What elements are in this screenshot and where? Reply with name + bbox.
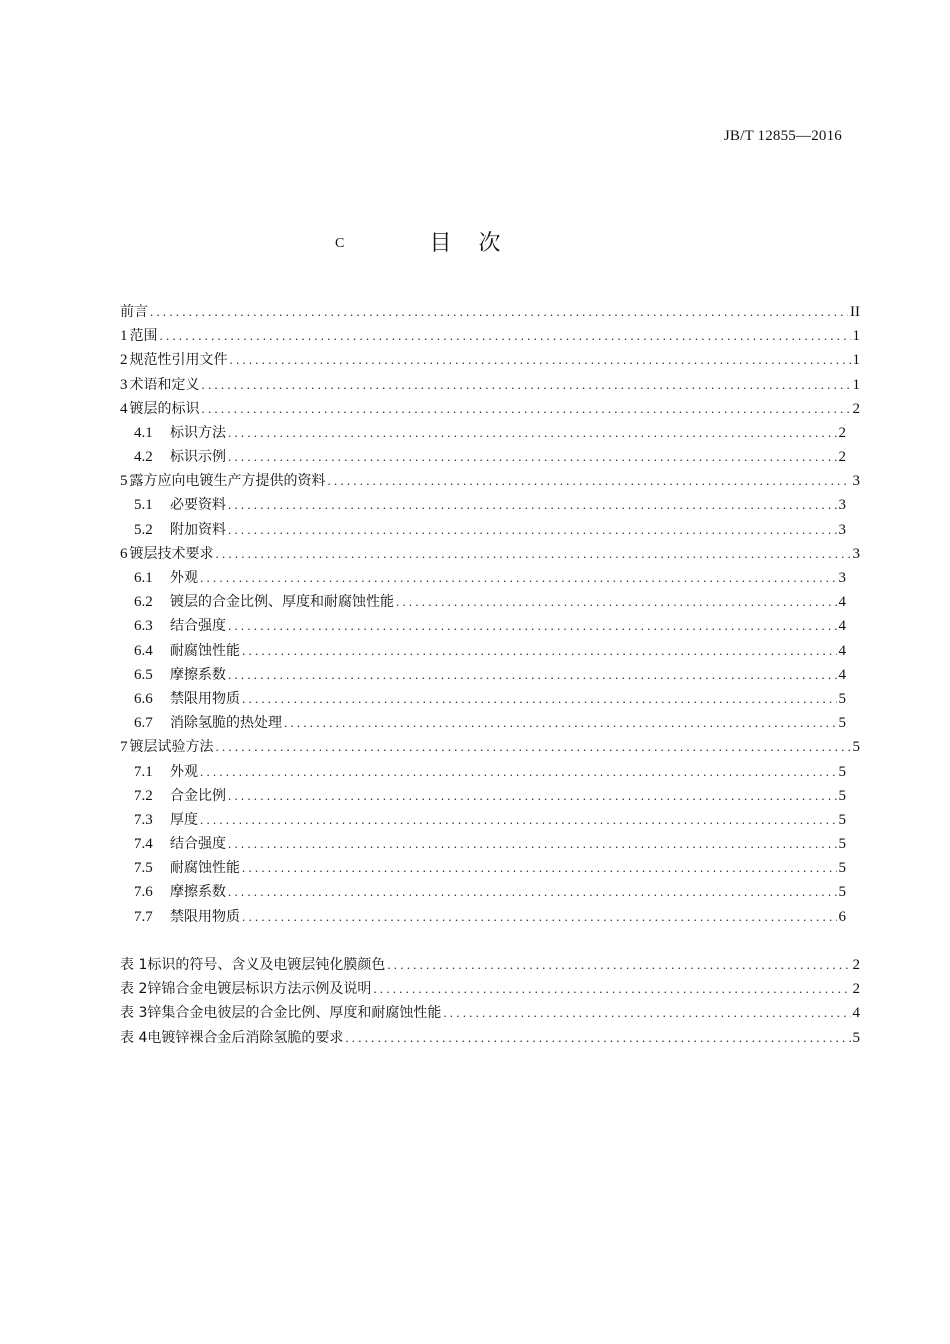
toc-entry-number: 5.1: [134, 497, 153, 514]
toc-entry[interactable]: [120, 421, 846, 445]
dot-leader: [160, 324, 851, 348]
toc-entry-page: 6: [838, 908, 846, 925]
toc-entry-label: 标识方法: [170, 424, 226, 441]
document-code: JB/T 12855—2016: [723, 128, 842, 144]
toc-entry-label: 耐腐蚀性能: [170, 642, 240, 659]
toc-entry-number: 7.1: [134, 763, 153, 780]
dot-leader: [202, 373, 851, 397]
toc-entry-page: 3: [838, 521, 846, 538]
toc-entry-number: 6.7: [134, 715, 153, 732]
dot-leader: [443, 1001, 850, 1025]
table-list-label: 电镀锌裸合金后消除氢脆的要求: [147, 1029, 344, 1046]
dot-leader: [200, 808, 837, 832]
dot-leader: [284, 711, 837, 735]
toc-entry-number: 6: [120, 545, 128, 562]
dot-leader: [228, 445, 837, 469]
dot-leader: [242, 687, 837, 711]
dot-leader: [396, 590, 837, 614]
toc-entry-page: 5: [838, 715, 846, 732]
toc-entry[interactable]: [120, 760, 846, 784]
toc-entry-number: 7.6: [134, 884, 153, 901]
toc-entry-label: 范围: [129, 328, 158, 345]
table-list-entry[interactable]: [120, 977, 860, 1001]
toc-entry-number: 7.3: [134, 811, 153, 828]
toc-entry-label: 镀层的合金比例、厚度和耐腐蚀性能: [170, 594, 394, 611]
table-list-page: 5: [852, 1029, 860, 1046]
dot-leader: [228, 421, 837, 445]
table-list-page: 2: [852, 956, 860, 973]
toc-entry-number: 7.7: [134, 908, 153, 925]
table-list-label: 锌集合金电彼层的合金比例、厚度和耐腐蚀性能: [147, 1005, 442, 1022]
toc-entry-label: 摩擦系数: [170, 884, 226, 901]
toc-entry-number: 7.4: [134, 836, 153, 853]
toc-entry-label: 前言: [120, 303, 148, 320]
toc-entry-label: 标识示例: [170, 449, 226, 466]
toc-entry-number: 6.3: [134, 618, 153, 635]
dot-leader: [216, 735, 851, 759]
toc-entry[interactable]: [120, 808, 846, 832]
table-list-number: 表 1: [120, 956, 148, 973]
toc-entry-number: 4: [120, 400, 128, 417]
dot-leader: [228, 784, 837, 808]
table-list-label: 标识的符号、含义及电镀层钝化膜颜色: [147, 956, 386, 973]
toc-entry-number: 6.6: [134, 690, 153, 707]
dot-leader: [328, 469, 851, 493]
toc-entry-label: 厚度: [170, 811, 198, 828]
toc-entry-number: 2: [120, 352, 128, 369]
toc-entry[interactable]: [120, 832, 846, 856]
toc-entry-label: 术语和定义: [129, 376, 200, 393]
toc-entry-number: 6.5: [134, 666, 153, 683]
table-list-entry[interactable]: [120, 1001, 860, 1025]
toc-entry-page: 4: [838, 618, 846, 635]
toc-entry-page: 5: [838, 690, 846, 707]
toc-entry[interactable]: [120, 687, 846, 711]
toc-entry-number: 6.1: [134, 570, 153, 587]
toc-entry-label: 结合强度: [170, 836, 226, 853]
toc-entry-page: 3: [838, 497, 846, 514]
toc-entry[interactable]: [120, 445, 846, 469]
toc-entry-number: 3: [120, 376, 128, 393]
toc-entry-number: 7.5: [134, 860, 153, 877]
toc-entry-number: 6.4: [134, 642, 153, 659]
dot-leader: [228, 663, 837, 687]
toc-entry[interactable]: [120, 881, 846, 905]
dot-leader: [242, 905, 837, 929]
toc-entry-page: 5: [838, 836, 846, 853]
toc-entry[interactable]: [120, 397, 860, 421]
toc-entry-page: 3: [852, 473, 860, 490]
toc-entry[interactable]: [120, 300, 860, 324]
toc-entry-label: 禁限用物质: [170, 908, 240, 925]
toc-entry-label: 附加资料: [170, 521, 226, 538]
toc-entry-number: 7.2: [134, 787, 153, 804]
toc-entry-number: 1: [120, 328, 128, 345]
toc-entry[interactable]: [120, 518, 846, 542]
dot-leader: [216, 542, 851, 566]
dot-leader: [230, 348, 851, 372]
toc-entry-number: 4.1: [134, 424, 153, 441]
table-list-page: 4: [852, 1005, 860, 1022]
dot-leader: [228, 518, 837, 542]
toc-entry-page: 3: [852, 545, 860, 562]
dot-leader: [150, 300, 848, 324]
toc-entry-label: 镀层技术要求: [129, 545, 214, 562]
toc-entry[interactable]: [120, 566, 846, 590]
toc-entry[interactable]: [120, 494, 846, 518]
table-list-page: 2: [852, 981, 860, 998]
toc-entry-number: 5: [120, 473, 128, 490]
toc-entry[interactable]: [120, 590, 846, 614]
toc-entry-label: 镀层试验方法: [129, 739, 214, 756]
toc-entry[interactable]: [120, 784, 846, 808]
toc-entry-label: 必要资料: [170, 497, 226, 514]
toc-entry[interactable]: [120, 856, 846, 880]
table-list-number: 表 4: [120, 1029, 148, 1046]
stray-mark: C: [335, 236, 345, 251]
toc-entry-page: 2: [852, 400, 860, 417]
toc-entry[interactable]: [120, 324, 860, 348]
toc-entry-label: 禁限用物质: [170, 690, 240, 707]
dot-leader: [242, 856, 837, 880]
toc-entry-page: 2: [838, 449, 846, 466]
toc-entry-number: 5.2: [134, 521, 153, 538]
toc-entry-label: 合金比例: [170, 787, 226, 804]
toc-entry-page: 5: [838, 811, 846, 828]
toc-entry-label: 消除氢脆的热处理: [170, 715, 282, 732]
dot-leader: [373, 977, 850, 1001]
table-of-contents: [120, 300, 860, 929]
toc-entry-page: 1: [852, 376, 860, 393]
table-list-label: 锌锦合金电镀层标识方法示例及说明: [147, 981, 372, 998]
toc-entry-label: 外观: [170, 763, 198, 780]
toc-entry[interactable]: [120, 542, 860, 566]
toc-entry-number: 7: [120, 739, 128, 756]
dot-leader: [228, 880, 837, 904]
dot-leader: [228, 832, 837, 856]
dot-leader: [242, 639, 837, 663]
toc-entry-page: 5: [838, 860, 846, 877]
toc-entry[interactable]: [120, 663, 846, 687]
list-of-tables: [120, 953, 860, 1050]
toc-entry-number: 6.2: [134, 594, 153, 611]
toc-entry-page: 4: [838, 666, 846, 683]
dot-leader: [387, 953, 850, 977]
toc-entry-page: ΙΙ: [850, 303, 860, 320]
toc-entry-page: 1: [852, 328, 860, 345]
dot-leader: [228, 493, 837, 517]
toc-entry-label: 露方应向电镀生产方提供的资料: [129, 473, 326, 490]
toc-entry[interactable]: [120, 373, 860, 397]
dot-leader: [345, 1026, 850, 1050]
dot-leader: [202, 397, 851, 421]
toc-entry[interactable]: [120, 639, 846, 663]
toc-entry[interactable]: [120, 711, 846, 735]
table-list-entry[interactable]: [120, 1026, 860, 1050]
table-list-number: 表 3: [120, 1005, 148, 1022]
toc-entry-label: 外观: [170, 570, 198, 587]
toc-entry[interactable]: [120, 905, 846, 929]
toc-entry[interactable]: [120, 469, 860, 493]
dot-leader: [200, 760, 837, 784]
table-list-number: 表 2: [120, 981, 148, 998]
toc-entry[interactable]: [120, 348, 860, 372]
toc-entry-page: 5: [838, 763, 846, 780]
toc-entry-page: 5: [838, 787, 846, 804]
toc-entry-label: 摩擦系数: [170, 666, 226, 683]
toc-entry-page: 4: [838, 642, 846, 659]
toc-entry-page: 5: [838, 884, 846, 901]
toc-entry-page: 5: [852, 739, 860, 756]
toc-entry-label: 耐腐蚀性能: [170, 860, 240, 877]
toc-entry-number: 4.2: [134, 449, 153, 466]
dot-leader: [228, 614, 837, 638]
toc-entry-page: 3: [838, 570, 846, 587]
toc-entry[interactable]: [120, 614, 846, 638]
toc-entry-page: 1: [852, 352, 860, 369]
toc-entry-label: 规范性引用文件: [129, 352, 228, 369]
toc-entry-label: 镀层的标识: [129, 400, 200, 417]
table-list-entry[interactable]: [120, 953, 860, 977]
dot-leader: [200, 566, 837, 590]
toc-entry[interactable]: [120, 735, 860, 759]
page-title: 目 次: [429, 231, 511, 256]
toc-entry-page: 4: [838, 594, 846, 611]
toc-entry-label: 结合强度: [170, 618, 226, 635]
toc-entry-page: 2: [838, 424, 846, 441]
